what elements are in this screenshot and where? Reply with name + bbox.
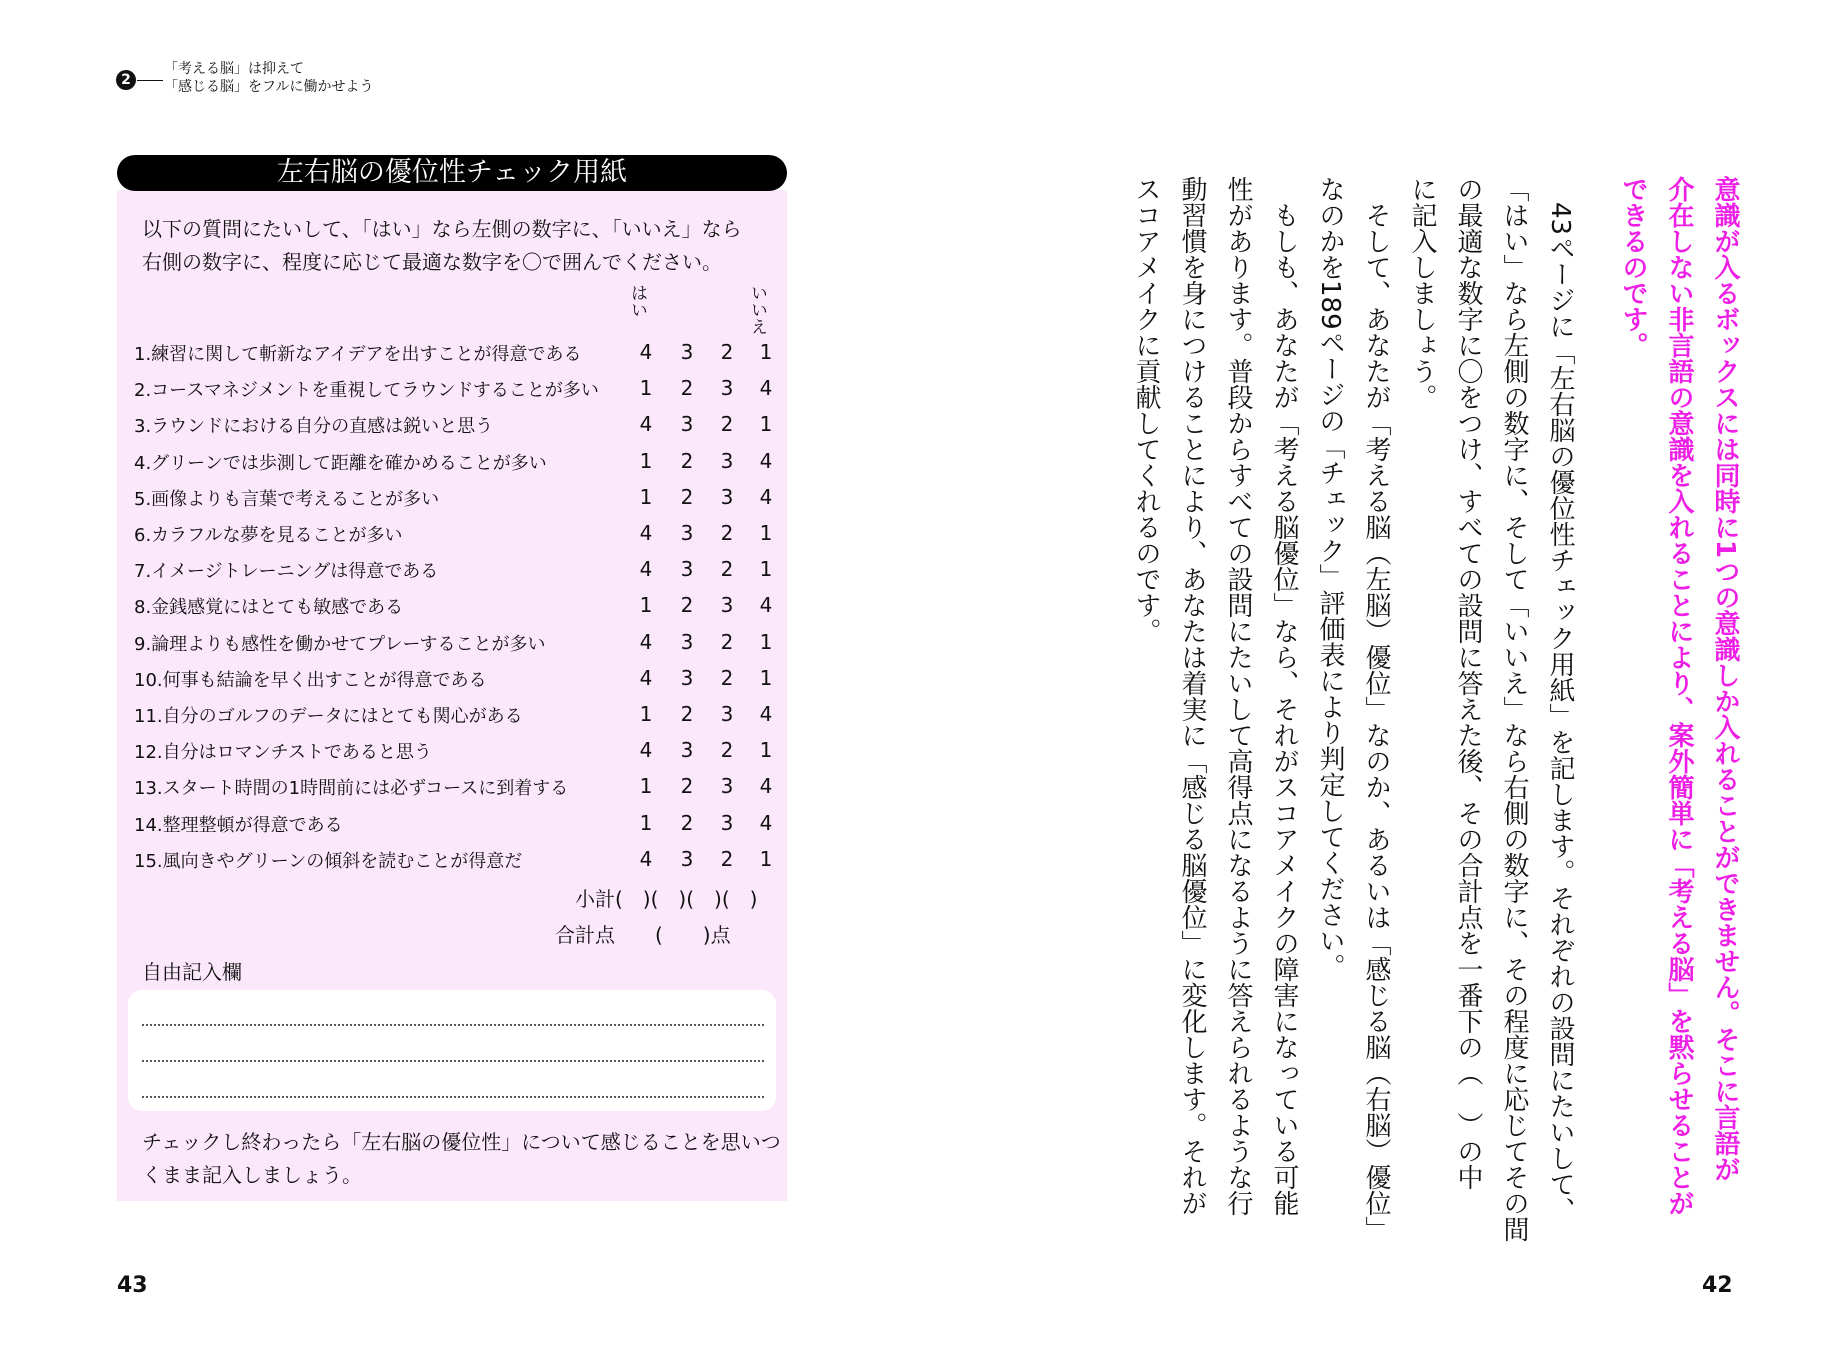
- score-option[interactable]: 2: [680, 810, 694, 835]
- question-row: [134, 485, 774, 521]
- text-column: できるのです。: [1618, 176, 1648, 358]
- score-option[interactable]: 3: [720, 593, 734, 618]
- text-column: 意識が入るボックスには同時に1つの意識しか入れることができません。そこに言語が: [1710, 176, 1740, 1183]
- score-option[interactable]: 1: [759, 340, 773, 364]
- question-row: [134, 449, 774, 485]
- page-number-right: 42: [1702, 1273, 1733, 1298]
- score-option[interactable]: 2: [720, 665, 734, 690]
- score-option[interactable]: 4: [639, 846, 653, 871]
- score-option[interactable]: 1: [639, 484, 653, 509]
- score-option[interactable]: 4: [759, 484, 773, 509]
- score-option[interactable]: 2: [720, 412, 734, 437]
- chapter-title: [164, 60, 373, 96]
- score-option[interactable]: 2: [680, 774, 694, 799]
- entry-line: [142, 1024, 764, 1026]
- score-option[interactable]: 3: [720, 702, 734, 726]
- question-row: [134, 702, 774, 738]
- text-column: そして、あなたが「考える脳（左脳）優位」なのか、あるいは「感じる脳（右脳）優位」: [1361, 176, 1391, 1242]
- text-column: もしも、あなたが「考える脳優位」なら、それがスコアメイクの障害になっている可能: [1269, 176, 1299, 1216]
- text-column: スコアメイクに貢献してくれるのです。: [1131, 176, 1161, 644]
- question-row: [134, 666, 774, 702]
- question-text: 9.論理よりも感性を働かせてプレーすることが多い: [134, 633, 546, 655]
- score-option[interactable]: 1: [759, 629, 773, 654]
- score-option[interactable]: 3: [680, 846, 694, 871]
- question-text: 7.イメージトレーニングは得意である: [134, 561, 439, 583]
- page-number-left: 43: [117, 1273, 148, 1298]
- question-text: 1.練習に関して斬新なアイデアを出すことが得意である: [134, 344, 582, 365]
- score-option[interactable]: 2: [720, 521, 734, 545]
- yes-column-label: はい: [627, 284, 647, 318]
- no-column-label: いいえ: [747, 284, 767, 335]
- score-option[interactable]: 3: [720, 810, 734, 835]
- question-text: 11.自分のゴルフのデータにはとても関心がある: [134, 706, 523, 727]
- question-row: [134, 738, 774, 774]
- score-option[interactable]: 3: [720, 484, 734, 509]
- question-text: 8.金銭感覚にはとても敏感である: [134, 597, 404, 619]
- score-option[interactable]: 4: [639, 629, 653, 654]
- question-row: [134, 376, 774, 412]
- question-row: [134, 412, 774, 448]
- score-option[interactable]: 1: [759, 738, 773, 763]
- score-option[interactable]: 1: [639, 448, 653, 473]
- score-option[interactable]: 4: [759, 376, 773, 401]
- score-option[interactable]: 4: [639, 665, 653, 690]
- question-row: [134, 557, 774, 593]
- question-text: 5.画像よりも言葉で考えることが多い: [134, 488, 440, 510]
- chapter-number-badge: 2: [116, 70, 136, 90]
- question-text: 10.何事も結論を早く出すことが得意である: [134, 669, 487, 691]
- score-option[interactable]: 1: [639, 376, 653, 401]
- score-option[interactable]: 1: [759, 557, 773, 582]
- body-text: [1123, 176, 1583, 1242]
- score-option[interactable]: 2: [680, 376, 694, 401]
- score-option[interactable]: 4: [759, 702, 773, 726]
- score-option[interactable]: 4: [639, 412, 653, 437]
- text-column: 動習慣を身につけることにより、あなたは着実に「感じる脳優位」に変化します。それが: [1177, 176, 1207, 1216]
- question-text: 2.コースマネジメントを重視してラウンドすることが多い: [134, 380, 599, 402]
- score-option[interactable]: 2: [720, 846, 734, 871]
- score-option[interactable]: 1: [759, 521, 773, 545]
- intro-line: 以下の質問にたいして、「はい」なら左側の数字に、「いいえ」なら: [142, 217, 742, 241]
- score-option[interactable]: 1: [759, 412, 773, 437]
- score-option[interactable]: 4: [759, 593, 773, 618]
- question-text: 4.グリーンでは歩測して距離を確かめることが多い: [134, 452, 547, 474]
- question-text: 12.自分はロマンチストであると思う: [134, 742, 432, 764]
- score-option[interactable]: 3: [680, 738, 694, 763]
- score-option[interactable]: 4: [759, 810, 773, 835]
- text-column: 介在しない非言語の意識を入れることにより、案外簡単に「考える脳」を黙らせることが: [1664, 176, 1694, 1216]
- subtotal-row: 小計( )( )( )( ): [575, 887, 758, 911]
- score-option[interactable]: 1: [639, 810, 653, 835]
- footer-line: くまま記入しましょう。: [142, 1163, 362, 1187]
- score-option[interactable]: 3: [680, 340, 694, 364]
- score-option[interactable]: 3: [680, 629, 694, 654]
- score-option[interactable]: 2: [680, 448, 694, 473]
- score-option[interactable]: 1: [639, 593, 653, 618]
- chapter-title-line: 「考える脳」は抑えて: [164, 61, 304, 77]
- lead-text: [1610, 176, 1748, 1236]
- free-entry-label: 自由記入欄: [142, 960, 242, 984]
- total-score-row: 合計点 ( )点: [555, 923, 731, 947]
- question-row: [134, 521, 774, 557]
- free-entry-box[interactable]: [128, 990, 776, 1111]
- score-option[interactable]: 2: [680, 484, 694, 509]
- score-option[interactable]: 1: [639, 702, 653, 726]
- chapter-title-line: 「感じる脳」をフルに働かせよう: [164, 79, 374, 95]
- score-option[interactable]: 3: [720, 448, 734, 473]
- score-option[interactable]: 3: [680, 665, 694, 690]
- question-text: 14.整理整頓が得意である: [134, 814, 343, 836]
- score-option[interactable]: 2: [720, 557, 734, 582]
- score-option[interactable]: 3: [680, 521, 694, 545]
- question-text: 3.ラウンドにおける自分の直感は鋭いと思う: [134, 416, 494, 438]
- check-sheet-title: 左右脳の優位性チェック用紙: [117, 155, 787, 191]
- question-row: [134, 340, 774, 376]
- question-text: 6.カラフルな夢を見ることが多い: [134, 525, 403, 546]
- score-option[interactable]: 3: [720, 376, 734, 401]
- footer-line: チェックし終わったら「左右脳の優位性」について感じることを思いつ: [142, 1130, 781, 1154]
- chapter-divider: [137, 80, 163, 81]
- score-option[interactable]: 2: [680, 702, 694, 726]
- score-option[interactable]: 2: [720, 738, 734, 763]
- score-option[interactable]: 4: [639, 521, 653, 545]
- score-option[interactable]: 3: [720, 774, 734, 799]
- question-row: [134, 774, 774, 810]
- score-option[interactable]: 4: [639, 340, 653, 364]
- text-column: に記入しましょう。: [1407, 176, 1437, 410]
- text-column: 43ページに「左右脳の優位性チェック用紙」を記します。それぞれの設問にたいして、: [1545, 176, 1575, 1224]
- score-option[interactable]: 4: [639, 557, 653, 582]
- score-option[interactable]: 3: [680, 557, 694, 582]
- score-option[interactable]: 1: [759, 846, 773, 871]
- score-option[interactable]: 1: [759, 665, 773, 690]
- question-row: [134, 847, 774, 883]
- question-row: [134, 630, 774, 666]
- score-option[interactable]: 4: [759, 774, 773, 799]
- intro-line: 右側の数字に、程度に応じて最適な数字を〇で囲んでください。: [142, 250, 722, 274]
- score-option[interactable]: 2: [680, 593, 694, 618]
- text-column: 「はい」なら左側の数字に、そして「いいえ」なら右側の数字に、その程度に応じてその間: [1499, 176, 1529, 1242]
- text-column: 性があります。普段からすべての設問にたいして高得点になるように答えられるような行: [1223, 176, 1253, 1216]
- question-text: 15.風向きやグリーンの傾斜を読むことが得意だ: [134, 850, 523, 872]
- score-option[interactable]: 4: [759, 448, 773, 473]
- score-option[interactable]: 1: [639, 774, 653, 799]
- question-text: 13.スタート時間の1時間前には必ずコースに到着する: [134, 778, 569, 800]
- entry-line: [142, 1060, 764, 1062]
- score-option[interactable]: 4: [639, 738, 653, 763]
- text-column: なのかを189ページの「チェック」評価表により判定してください。: [1315, 176, 1345, 980]
- entry-line: [142, 1096, 764, 1098]
- score-option[interactable]: 2: [720, 629, 734, 654]
- score-option[interactable]: 3: [680, 412, 694, 437]
- text-column: の最適な数字に〇をつけ、すべての設問に答えた後、その合計点を一番下の（ ）の中: [1453, 176, 1483, 1190]
- question-row: [134, 811, 774, 847]
- score-option[interactable]: 2: [720, 340, 734, 364]
- question-row: [134, 593, 774, 629]
